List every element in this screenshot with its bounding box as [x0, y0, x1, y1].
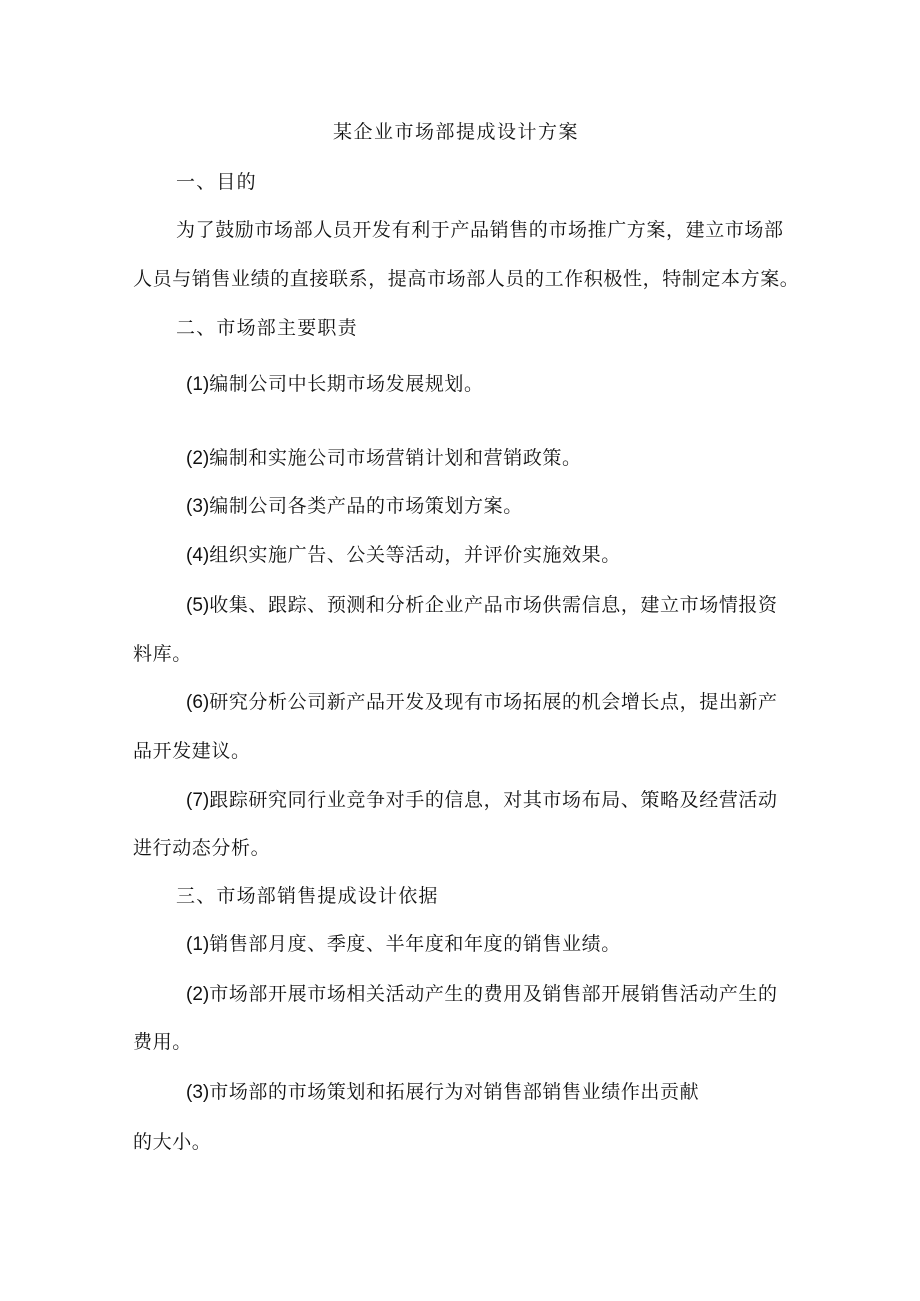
item-text: 组织实施广告、公关等活动，并评价实施效果。	[209, 544, 621, 566]
item-text: 研究分析公司新产品开发及现有市场拓展的机会增长点，提出新产	[209, 691, 778, 713]
basis-item	[186, 932, 621, 957]
item-number: (3)	[186, 1082, 210, 1103]
duty-item	[186, 494, 523, 519]
basis-item-continuation: 费用。	[133, 1031, 192, 1053]
item-text: 编制和实施公司市场营销计划和营销政策。	[209, 447, 582, 469]
item-text: 跟踪研究同行业竞争对手的信息，对其市场布局、策略及经营活动	[209, 789, 778, 811]
duty-item	[186, 690, 778, 715]
duty-item	[186, 543, 621, 568]
document-title: 某企业市场部提成设计方案	[333, 121, 580, 143]
item-number: (7)	[186, 790, 210, 811]
purpose-paragraph-line: 为了鼓励市场部人员开发有利于产品销售的市场推广方案，建立市场部	[176, 219, 784, 241]
duty-item	[186, 446, 582, 471]
section-heading-duties: 二、市场部主要职责	[176, 317, 358, 339]
item-number: (3)	[186, 496, 210, 517]
duty-item-continuation: 料库。	[133, 643, 192, 665]
item-number: (5)	[186, 595, 210, 616]
item-number: (2)	[186, 984, 210, 1005]
item-text: 收集、跟踪、预测和分析企业产品市场供需信息，建立市场情报资	[209, 594, 778, 616]
duty-item	[186, 372, 484, 397]
item-text: 编制公司中长期市场发展规划。	[209, 373, 484, 395]
item-number: (1)	[186, 374, 210, 395]
section-heading-basis: 三、市场部销售提成设计依据	[176, 885, 439, 907]
purpose-paragraph-line: 人员与销售业绩的直接联系，提高市场部人员的工作积极性，特制定本方案。	[133, 268, 800, 290]
section-heading-purpose: 一、目的	[176, 171, 257, 193]
duty-item-continuation: 进行动态分析。	[133, 837, 271, 859]
item-number: (1)	[186, 934, 210, 955]
duty-item	[186, 593, 778, 618]
item-number: (6)	[186, 692, 210, 713]
item-text: 市场部的市场策划和拓展行为对销售部销售业绩作出贡献	[209, 1081, 700, 1103]
item-number: (4)	[186, 545, 210, 566]
duty-item-continuation: 品开发建议。	[133, 740, 251, 762]
item-text: 编制公司各类产品的市场策划方案。	[209, 495, 523, 517]
basis-item-continuation: 的大小。	[133, 1131, 212, 1153]
duty-item	[186, 788, 778, 813]
item-text: 销售部月度、季度、半年度和年度的销售业绩。	[209, 933, 621, 955]
item-number: (2)	[186, 448, 210, 469]
basis-item	[186, 982, 778, 1007]
item-text: 市场部开展市场相关活动产生的费用及销售部开展销售活动产生的	[209, 983, 778, 1005]
basis-item	[186, 1080, 699, 1105]
